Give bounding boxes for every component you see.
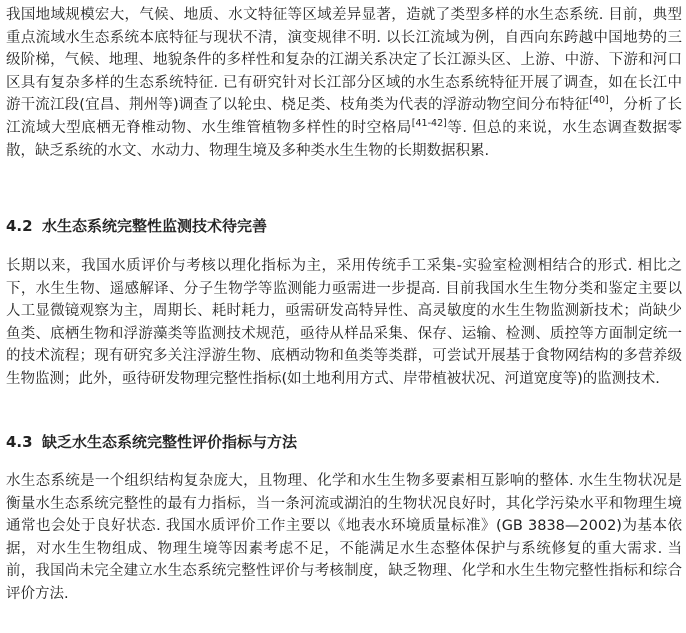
section-4-2-paragraph: 长期以来，我国水质评价与考核以理化指标为主，采用传统手工采集-实验室检测相结合的形式. 相比之下，水生生物、遥感解译、分子生物学等监测能力亟需进一步提高. 目前我国水生生物分类和鉴定主要以人工显微镜观察为主，周期长、耗时耗力，亟需研发高特异性、高灵敏度的水生生物监测新技术；尚缺少鱼类、底栖生物和浮游藻类等监测技术规范，亟待从样品采集、保存、运输、检测、质控等方面制定统一的技术流程；现有研究多关注浮游生物、底栖动物和鱼类等类群，可尝试开展基于食物网结构的多营养级生物监测；此外，亟待研发物理完整性指标(如土地利用方式、岸带植被状况、河道宽度等)的监测技术. [6, 258, 682, 387]
intro-text-1: 我国地域规模宏大，气候、地质、水文特征等区域差异显著，造就了类型多样的水生态系统. 目前，典型重点流域水生态系统本底特征与现状不清，演变规律不明. 以长江流域为例，自西向东跨越中国地势的三级阶梯，气候、地理、地貌条件的多样性和复杂的江湖关系决定了长江源头区、上游、中游、下游和河口区具有复杂多样的生态系统特征. 已有研究针对长江部分区域的水生态系统特征开展了调查，如在长江中游干流江段(宜昌、荆州等)调查了以轮虫、桡足类、枝角类为代表的浮游动物空间分布特征 [6, 7, 682, 114]
section-number: 4.3 [6, 433, 33, 451]
intro-paragraph [6, 4, 682, 162]
section-4-2-heading [6, 215, 682, 237]
section-number: 4.2 [6, 217, 33, 235]
section-title: 缺乏水生态系统完整性评价指标与方法 [42, 433, 298, 451]
section-4-3-paragraph: 水生态系统是一个组织结构复杂庞大，且物理、化学和水生生物多要素相互影响的整体. 水生生物状况是衡量水生态系统完整性的最有力指标，当一条河流或湖泊的生物状况良好时，其化学污染水平和物理生境通常也会处于良好状态. 我国水质评价工作主要以《地表水环境质量标准》(GB 3838—2002)为基本依据，对水生生物组成、物理生境等因素考虑不足，不能满足水生态整体保护与系统修复的重大需求. 当前，我国尚未完全建立水生态系统完整性评价与考核制度，缺乏物理、化学和水生生物完整性指标和综合评价方法. [6, 473, 682, 602]
intro-text-3: 等. 但总的来说，水生态调查数据零散，缺乏系统的水文、水动力、物理生境及多种类水生生物的长期数据积累. [6, 119, 683, 159]
citation-41-42[interactable]: [41-42] [411, 117, 447, 129]
section-title: 水生态系统完整性监测技术待完善 [42, 217, 268, 235]
intro-text-2: ，分析了长江流域大型底栖无脊椎动物、水生维管植物多样性的时空格局 [6, 97, 682, 136]
citation-40[interactable]: [40] [589, 95, 609, 107]
section-4-3-heading [6, 431, 682, 453]
